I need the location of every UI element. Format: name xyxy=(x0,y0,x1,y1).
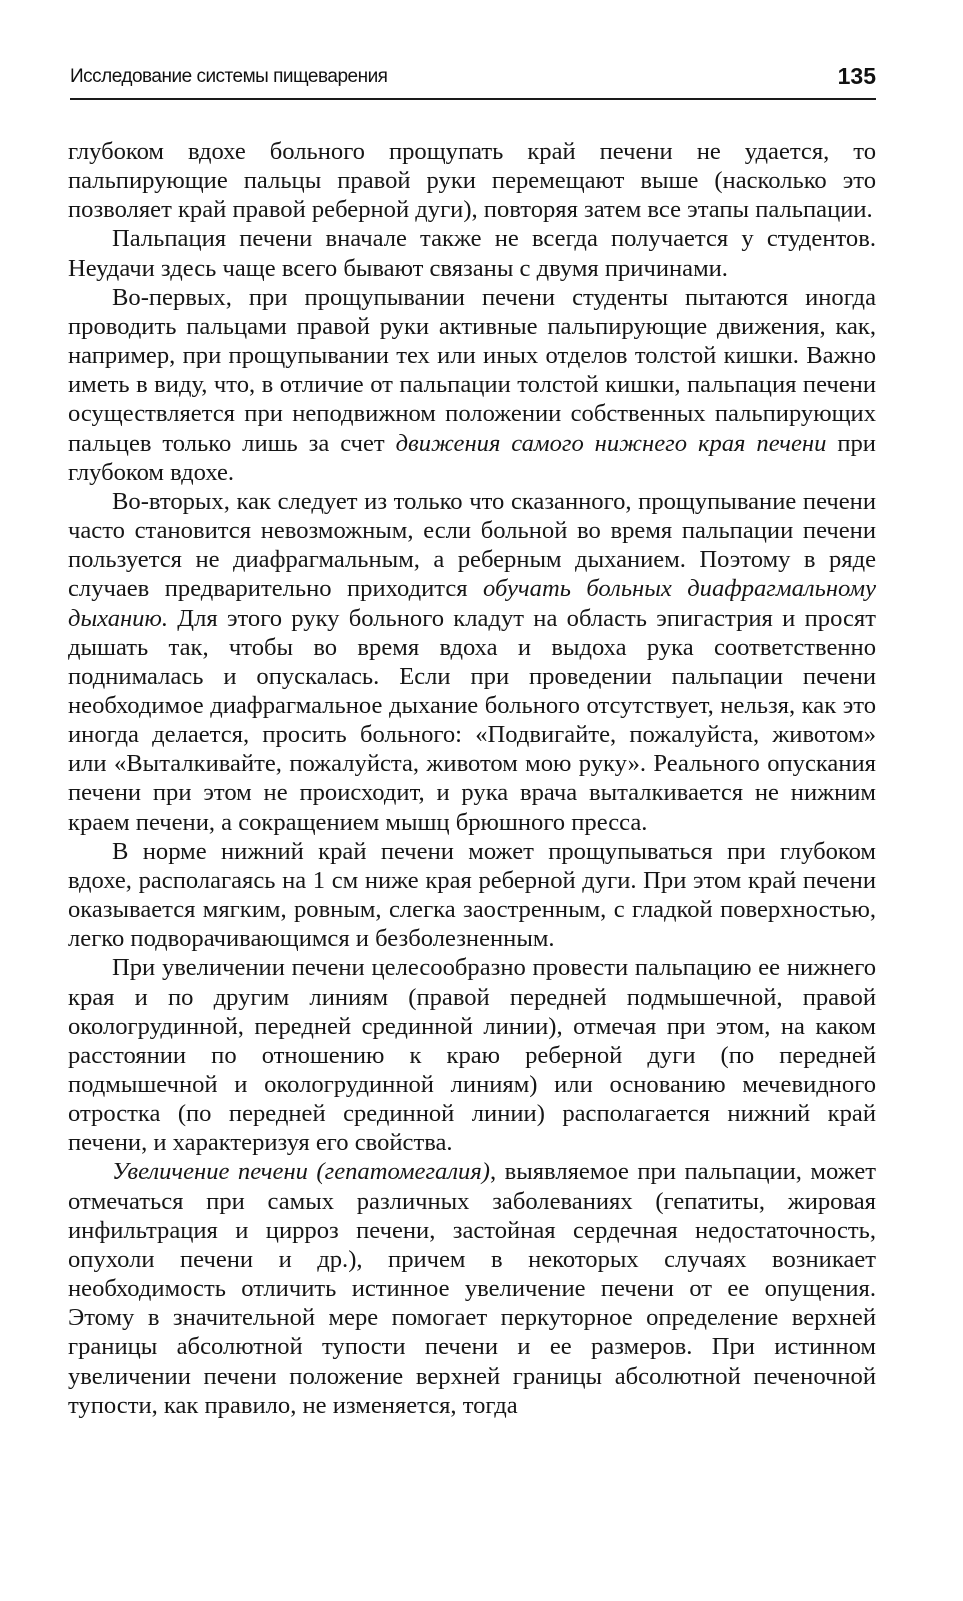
text-run: при глубоком вдохе. xyxy=(68,429,876,486)
text-run: В норме нижний край печени может прощупываться при глубоком вдохе, располагаясь на 1 см ниже края реберной дуги. При этом край печени оказывается мягким, ровным, слегка заостренным, с гладкой поверхностью, легко подворачивающимся и безболезненным. xyxy=(68,837,876,953)
paragraph xyxy=(68,953,876,1157)
paragraph xyxy=(68,224,876,282)
text-run: Пальпация печени вначале также не всегда получается у студентов. Неудачи здесь чаще всего бывают связаны с двумя причинами. xyxy=(68,225,876,282)
page-number: 135 xyxy=(837,63,876,89)
italic-term: Увеличение печени (гепатомегалия) xyxy=(112,1158,490,1186)
text-run: Для этого руку больного кладут на область эпигастрия и просят дышать так, чтобы во время вдоха и выдоха рука соответственно поднималась и опускалась. Если при проведении пальпации печени необходимое диафрагмальное дыхание больного отсутствует, нельзя, как это иногда делается, просить больного: «Подвигайте, пожалуйста, животом» или «Выталкивайте, пожалуйста, животом мою руку». Реального опускания печени при этом не происходит, и рука врача выталкивается не нижним краем печени, а сокращением мышц брюшного пресса. xyxy=(68,604,876,836)
running-title: Исследование системы пищеварения xyxy=(70,66,388,87)
body-text xyxy=(68,137,876,1577)
italic-emphasis: движения самого нижнего края печени xyxy=(395,429,827,457)
page-header xyxy=(70,60,876,100)
text-run: Во-вторых, как следует из только что сказанного, прощупывание печени часто становится невозможным, если больной во время пальпации печени пользуется не диафрагмальным, а реберным дыханием. Поэтому в ряде случаев предварительно приходится xyxy=(68,487,876,603)
paragraph xyxy=(68,1157,876,1419)
paragraph xyxy=(68,837,876,954)
text-run: , выявляемое при пальпации, может отмечаться при самых различных заболеваниях (гепатиты, жировая инфильтрация и цирроз печени, застойная сердечная недостаточность, опухоли печени и др.), причем в некоторых случаях возникает необходимость отличить истинное увеличение печени от ее опущения. Этому в значительной мере помогает перкуторное определение верхней границы абсолютной тупости печени и ее размеров. При истинном увеличении печени положение верхней границы абсолютной печеночной тупости, как правило, не изменяется, тогда xyxy=(68,1158,876,1419)
text-run: Во-первых, при прощупывании печени студенты пытаются иногда проводить пальцами правой руки активные пальпирующие движения, как, например, при прощупывании тех или иных отделов толстой кишки. Важно иметь в виду, что, в отличие от пальпации толстой кишки, пальпация печени осуществляется при неподвижном положении собственных пальпирующих пальцев только лишь за счет xyxy=(68,283,876,457)
text-run: глубоком вдохе больного прощупать край печени не удается, то пальпирующие пальцы правой руки перемещают выше (насколько это позволяет край правой реберной дуги), повторяя затем все этапы пальпации. xyxy=(68,138,876,224)
text-run: При увеличении печени целесообразно провести пальпацию ее нижнего края и по другим линиям (правой передней подмышечной, правой окологрудинной, передней срединной линии), отмечая при этом, на каком расстоянии по отношению к краю реберной дуги (по передней подмышечной и окологрудинной линиям) или основанию мечевидного отростка (по передней срединной линии) располагается нижний край печени, и характеризуя его свойства. xyxy=(68,954,876,1157)
italic-emphasis: обучать больных диафрагмальному дыханию. xyxy=(68,575,876,632)
paragraph xyxy=(68,487,876,837)
paragraph xyxy=(68,137,876,224)
paragraph xyxy=(68,283,876,487)
